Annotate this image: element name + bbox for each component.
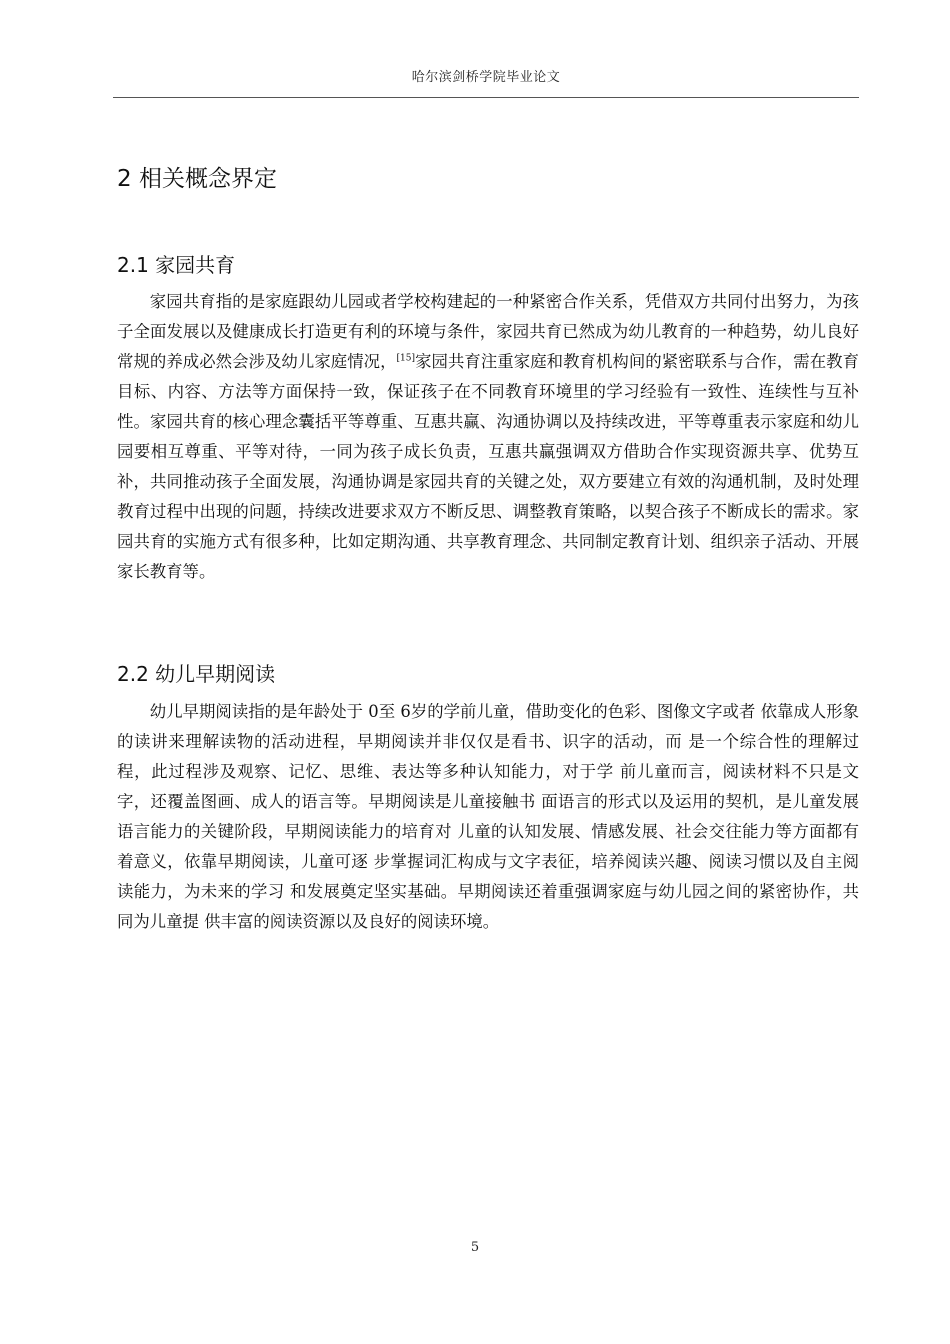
section-title-2-1: 2.1 家园共育 <box>117 253 236 277</box>
header-rule <box>113 97 859 98</box>
chapter-title: 2 相关概念界定 <box>117 166 277 192</box>
paragraph-text-part1: 家园共育指的是家庭跟幼儿园或者学校构建起的一种紧密合作关系，凭借双方共同付出努力，为孩子全面发展以及健康成长打造更有利的环境与条件，家园共育已然成为幼儿教育的一种趋势，幼儿良好常规的养成必然会涉及幼儿家庭情况， <box>117 292 859 371</box>
section-title-2-2: 2.2 幼儿早期阅读 <box>117 662 276 686</box>
section-2-2-paragraph: 幼儿早期阅读指的是年龄处于 0至 6岁的学前儿童，借助变化的色彩、图像文字或者 依靠成人形象的读讲来理解读物的活动进程，早期阅读并非仅仅是看书、识字的活动，而 是一个综合性的理解过程，此过程涉及观察、记忆、思维、表达等多种认知能力，对于学 前儿童而言，阅读材料不只是文字，还覆盖图画、成人的语言等。早期阅读是儿童接触书 面语言的形式以及运用的契机，是儿童发展语言能力的关键阶段，早期阅读能力的培育对 儿童的认知发展、情感发展、社会交往能力等方面都有着意义，依靠早期阅读，儿童可逐 步掌握词汇构成与文字表征，培养阅读兴趣、阅读习惯以及自主阅读能力，为未来的学习 和发展奠定坚实基础。早期阅读还着重强调家庭与幼儿园之间的紧密协作，共同为儿童提 供丰富的阅读资源以及良好的阅读环境。 <box>117 702 859 931</box>
citation-marker[interactable]: [15] <box>396 353 416 364</box>
section-2-1-paragraph <box>117 287 859 587</box>
page-number: 5 <box>470 1240 480 1255</box>
running-header: 哈尔滨剑桥学院毕业论文 <box>411 70 561 85</box>
paragraph-text-part2: 家园共育注重家庭和教育机构间的紧密联系与合作，需在教育目标、内容、方法等方面保持一致，保证孩子在不同教育环境里的学习经验有一致性、连续性与互补性。家园共育的核心理念囊括平等尊重、互惠共赢、沟通协调以及持续改进，平等尊重表示家庭和幼儿园要相互尊重、平等对待，一同为孩子成长负责，互惠共赢强调双方借助合作实现资源共享、优势互补，共同推动孩子全面发展，沟通协调是家园共育的关键之处，双方要建立有效的沟通机制，及时处理教育过程中出现的问题，持续改进要求双方不断反思、调整教育策略，以契合孩子不断成长的需求。家园共育的实施方式有很多种，比如定期沟通、共享教育理念、共同制定教育计划、组织亲子活动、开展家长教育等。 <box>117 352 860 581</box>
